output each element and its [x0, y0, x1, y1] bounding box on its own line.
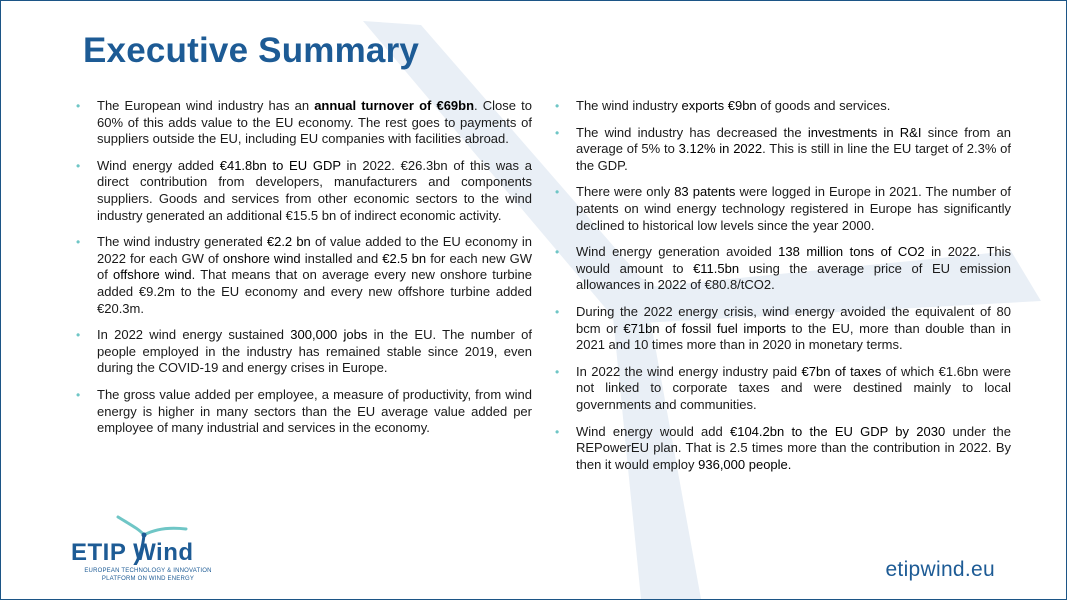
bullet-text: The gross value added per employee, a measure of productivity, from wind energy is higher in many sectors than the EU average value added per employee of many industrial and services in the economy. [97, 386, 532, 436]
bullet-item [76, 387, 532, 437]
bullet-text: Wind energy added [97, 157, 220, 173]
bullet-text: to the EU, more than double than in 2021 and 10 times more than in 2020 in monetary terms. [576, 320, 1012, 353]
bullet-item [76, 98, 532, 148]
logo-subtitle: EUROPEAN TECHNOLOGY & INNOVATION PLATFORM ON WIND ENERGY [84, 568, 212, 582]
bullet-text: The wind industry has decreased the [576, 124, 808, 140]
highlighted-text: €2.5 bn [382, 250, 427, 266]
bullet-item [76, 158, 532, 224]
highlighted-text: 3.12% in 2022 [678, 141, 763, 157]
bullet-text: in 2022. €26.3bn of this was a direct contribution from developers, manufacturers and components suppliers. Goods and services from other economic sectors to the wind industry generated an additional €15.5 bn of indirect economic activity. [97, 157, 532, 223]
bullet-item [76, 327, 532, 377]
bullet-text: in 2022. This would amount to [576, 244, 1012, 276]
bullet-text: were logged in Europe in 2021. The number of patents on wind energy technology registered in Europe has significantly declined to historical low levels since the year 2000. [576, 184, 1012, 233]
etip-wind-logo [71, 515, 231, 587]
bullet-text: . That means that on average every new onshore turbine added €9.2m to the EU economy and every new offshore turbine added €20.3m. [97, 267, 532, 316]
bullet-item [555, 364, 1011, 414]
logo-text: ETIP Wind [71, 539, 194, 566]
bullet-item [555, 184, 1011, 234]
bullet-text: In 2022 wind energy sustained [97, 327, 291, 343]
highlighted-text: 83 patents [674, 184, 736, 200]
bullet-text: In 2022 the wind energy industry paid [576, 363, 802, 379]
bullet-item [555, 244, 1011, 294]
highlighted-text: 138 million tons of CO2 [778, 244, 925, 260]
highlighted-text: investments in R&I [807, 124, 922, 140]
bullet-text: The European wind industry has an [97, 98, 315, 113]
bullet-text: using the average price of EU emission allowances in 2022 of €80.8/tCO2. [576, 260, 1011, 293]
bullet-text: Wind energy would add [576, 423, 730, 439]
bullet-item [76, 234, 532, 317]
bullet-text: . Close to 60% of this adds value to the EU economy. The rest goes to payments of suppliers outside the EU, including EU companies with facilities abroad. [97, 98, 532, 147]
highlighted-text: €7bn of taxes [801, 363, 882, 379]
highlighted-text: €71bn of fossil fuel imports [623, 320, 787, 336]
bullet-text: There were only [576, 184, 675, 200]
page-title: Executive Summary [83, 31, 420, 70]
highlighted-text: onshore wind [222, 250, 301, 266]
bullet-item [555, 125, 1011, 175]
highlighted-text: €104.2bn to the EU GDP by 2030 [729, 423, 946, 439]
bullet-text: The wind industry [576, 98, 682, 113]
bullet-item [555, 304, 1011, 354]
highlighted-text: exports €9bn [681, 98, 757, 113]
bullet-item [555, 98, 1011, 115]
highlighted-text: €41.8bn to EU GDP [219, 157, 341, 173]
highlighted-text: €11.5bn [693, 260, 740, 276]
highlighted-text: annual turnover of €69bn [314, 98, 475, 113]
bullet-text: for each new GW of [97, 250, 533, 283]
bullet-text: . This is still in line the EU target of 2.3% of the GDP. [576, 141, 1012, 173]
bullet-text: During the 2022 energy crisis, wind energy avoided the equivalent of 80 bcm or [576, 303, 1011, 336]
bullet-text: Wind energy generation avoided [576, 244, 779, 260]
bullet-text: in the EU. The number of people employed in the industry has remained stable since 2019, even during the COVID-19 and energy crises in Europe. [97, 327, 533, 376]
highlighted-text: offshore wind [113, 267, 192, 283]
bullet-text: since from an average of 5% to [576, 124, 1011, 157]
highlighted-text: 300,000 jobs [290, 327, 368, 343]
highlighted-text: €2.2 bn [266, 234, 311, 250]
bullet-text: of which €1.6bn were not linked to corporate taxes and were destined mainly to local governments and communities. [576, 363, 1011, 412]
bullet-text: of value added to the EU economy in 2022 for each GW of [97, 234, 533, 266]
bullet-text: installed and [300, 250, 383, 266]
highlighted-text: 936,000 people. [698, 456, 792, 472]
left-bullet-list [76, 98, 532, 447]
right-bullet-list [555, 98, 1011, 483]
bullet-text: The wind industry generated [97, 234, 267, 250]
bullet-item [555, 424, 1011, 474]
website-link[interactable]: etipwind.eu [885, 558, 995, 581]
bullet-text: under the REPowerEU plan. That is 2.5 times more than the contribution in 2022. By then it would employ [576, 423, 1012, 472]
bullet-text: of goods and services. [756, 98, 891, 113]
